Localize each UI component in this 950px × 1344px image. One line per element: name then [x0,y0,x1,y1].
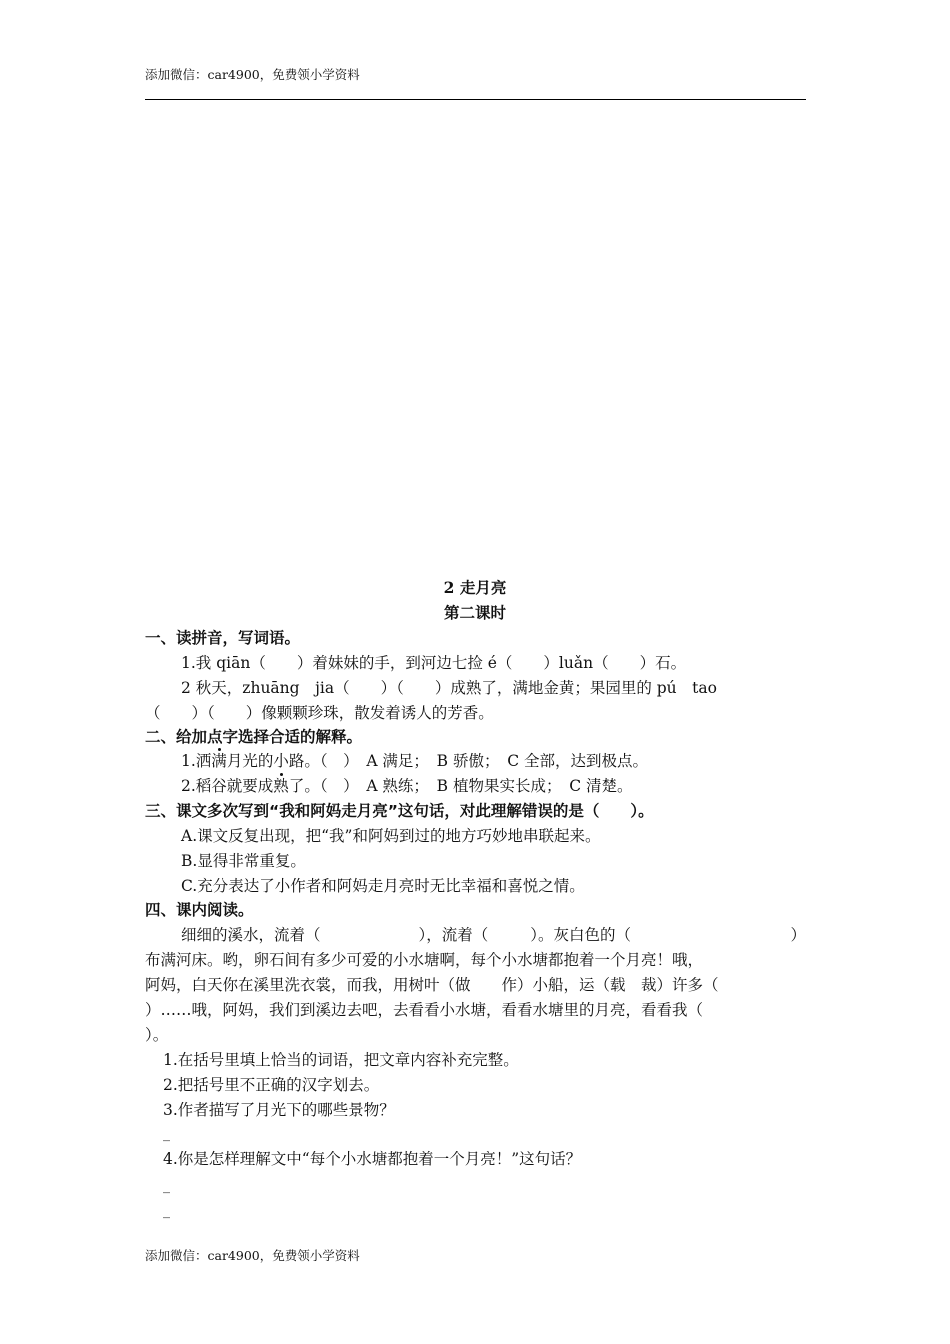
section3-option-a: A.课文反复出现，把“我”和阿妈到过的地方巧妙地串联起来。 [181,827,601,845]
answer-blank: _ [163,1126,170,1142]
section3-option-c: C.充分表达了小作者和阿妈走月亮时无比幸福和喜悦之情。 [181,877,585,895]
answer-blank: _ [163,1178,170,1194]
reading-question1: 1.在括号里填上恰当的词语，把文章内容补充完整。 [163,1051,519,1069]
reading-question4: 4.你是怎样理解文中“每个小水塘都抱着一个月亮！”这句话？ [163,1150,582,1168]
page-footer: 添加微信：car4900，免费领小学资料 [145,1248,360,1263]
section1-line2: 2 秋天，zhuāng jia（ ）（ ）成熟了，满地金黄；果园里的 pú tao [181,679,717,697]
lesson-subtitle: 第二课时 [443,603,506,622]
passage-line2: 布满河床。哟，卵石间有多少可爱的小水塘啊，每个小水塘都抱着一个月亮！哦， [145,951,704,969]
passage-line3: 阿妈，白天你在溪里洗衣裳，而我，用树叶（做 作）小船，运（载 裁）许多（ [145,976,719,994]
section3-option-b: B.显得非常重复。 [181,852,306,870]
reading-question2: 2.把括号里不正确的汉字划去。 [163,1076,380,1094]
passage-line5: ）。 [145,1026,169,1044]
answer-blank: _ [163,1203,170,1219]
section3-heading: 三、课文多次写到“我和阿妈走月亮”这句话，对此理解错误的是（ ）。 [145,802,654,820]
section2-question1: 1.洒满月光的小路。（ ） A 满足； B 骄傲； C 全部，达到极点。 [181,752,649,770]
header-rule [145,99,806,100]
section2-question2: 2.稻谷就要成熟了。（ ） A 熟练； B 植物果实长成； C 清楚。 [181,777,633,795]
passage-line1: 细细的溪水，流着（ ），流着（ ）。灰白色的（ ） [181,926,806,944]
passage-line4: ）……哦，阿妈，我们到溪边去吧，去看看小水塘，看看水塘里的月亮，看看我（ [145,1001,704,1019]
reading-question3: 3.作者描写了月光下的哪些景物？ [163,1101,395,1119]
lesson-title: 2 走月亮 [443,578,507,597]
section2-heading: 二、给加点字选择合适的解释。 [145,728,363,746]
section1-heading: 一、读拼音，写词语。 [145,629,301,647]
dotted-char: 满 [211,752,227,770]
section4-heading: 四、课内阅读。 [145,901,254,919]
section1-line3: （ ）（ ）像颗颗珍珠，散发着诱人的芳香。 [145,704,494,722]
section1-line1: 1.我 qiān（ ）着妹妹的手，到河边七捡 é（ ）luǎn（ ）石。 [181,654,687,672]
dotted-char: 熟 [273,777,289,795]
page-header: 添加微信：car4900，免费领小学资料 [145,67,360,82]
